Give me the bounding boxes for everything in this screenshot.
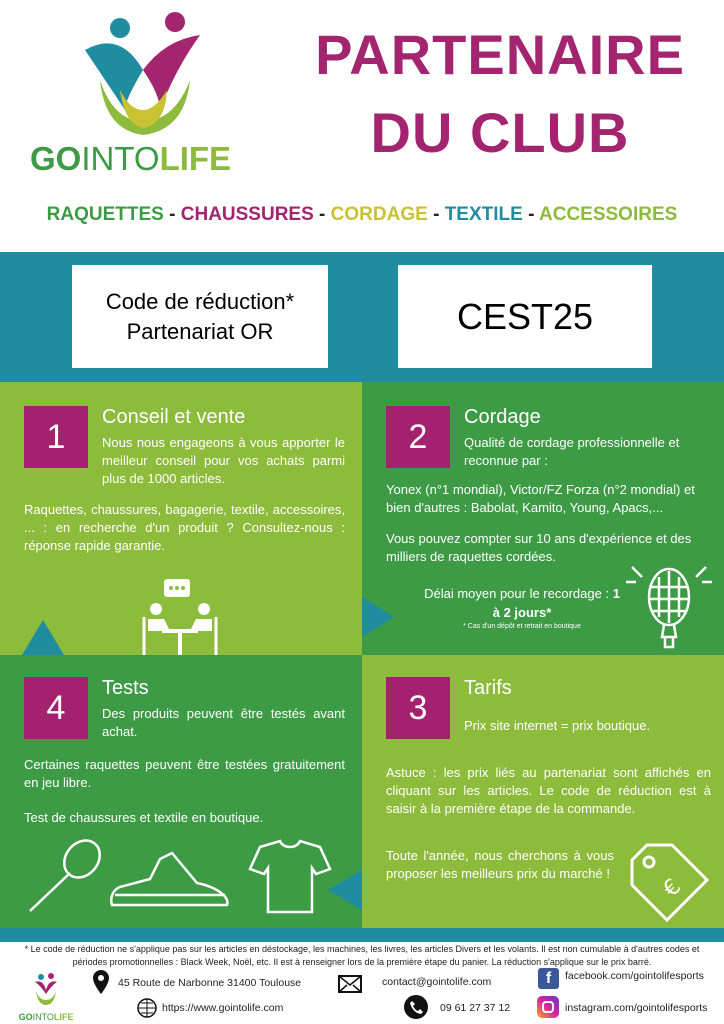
title-line1: PARTENAIRE — [315, 23, 685, 86]
section-3 — [362, 655, 724, 928]
category-separator: - — [427, 204, 445, 225]
conversation-icon — [140, 577, 220, 655]
section-title: Cordage — [464, 406, 541, 428]
category-separator: - — [313, 204, 331, 225]
products-icons — [20, 837, 340, 917]
category-separator: - — [522, 204, 539, 225]
delay-value: 1 à 2 jours* — [492, 586, 620, 620]
logo-text: GOINTOLIFE — [30, 140, 232, 177]
section-number: 1 — [24, 406, 88, 468]
footnote: * Le code de réduction ne s'applique pas sur les articles en déstockage, les machines, les livres, les articles Divers et les volants. Il est non cumulable à d'autres codes et périodes promotionnelles : Black Week, Noël, etc. Il est à renseigner lors de la première étape du panier. La réduction s'applique sur le prix barré. — [24, 944, 700, 967]
footer-logo: GOINTOLIFE — [16, 973, 76, 1022]
category-item: RAQUETTES — [46, 204, 164, 225]
section-intro: Prix site internet = prix boutique. — [464, 718, 651, 733]
section-text: Vous pouvez compter sur 10 ans d'expérience et des milliers de raquettes cordées. — [386, 531, 692, 564]
logo-figures-icon — [29, 973, 63, 1007]
code-value-box[interactable] — [398, 265, 652, 368]
delay-note: * Cas d'un dépôt et retrait en boutique — [463, 623, 581, 630]
section-number: 3 — [386, 677, 450, 739]
phone-number[interactable]: 09 61 27 37 12 — [440, 1002, 511, 1014]
category-item: ACCESSOIRES — [539, 204, 678, 225]
phone-icon — [404, 995, 428, 1019]
globe-icon — [137, 998, 157, 1018]
triangle-decoration-icon — [328, 870, 362, 910]
category-item: CHAUSSURES — [180, 204, 314, 225]
section-number: 2 — [386, 406, 450, 468]
delay-label: Délai moyen pour le recordage : — [424, 586, 613, 601]
instagram-icon — [537, 996, 559, 1018]
section-2 — [362, 382, 724, 655]
section-4 — [0, 655, 362, 928]
section-number: 4 — [24, 677, 88, 739]
instagram-link[interactable]: instagram.com/gointolifesports — [565, 1002, 708, 1014]
code-tier: Partenariat OR — [126, 318, 274, 344]
category-item: TEXTILE — [444, 204, 523, 225]
price-tag-icon — [627, 840, 712, 925]
delay-info — [422, 584, 622, 632]
racket-icon — [622, 557, 717, 655]
footer-band — [0, 928, 724, 942]
section-text: Astuce : les prix liés au partenariat sont affichés en cliquant sur les articles. Le code de réduction est à saisir à la première étape de la commande. — [386, 765, 711, 816]
svg-text:€: € — [658, 874, 687, 903]
section-title: Conseil et vente — [102, 406, 246, 428]
category-separator: - — [163, 204, 181, 225]
section-intro: Qualité de cordage professionnelle et reconnue par : — [464, 435, 680, 468]
category-item: CORDAGE — [330, 204, 428, 225]
section-intro: Nous nous engageons à vous apporter le meilleur conseil pour vos achats parmi plus de 1000 articles. — [102, 435, 345, 486]
code-label-box — [72, 265, 328, 368]
section-text: Raquettes, chaussures, bagagerie, textile, accessoires, ... : en recherche d'un produit ? Consultez-nous : réponse rapide garantie. — [24, 502, 345, 553]
title-line2: DU CLUB — [370, 101, 630, 164]
email-icon — [338, 975, 362, 993]
triangle-decoration-icon — [22, 620, 64, 655]
location-pin-icon — [93, 970, 109, 994]
logo-figures-icon — [25, 10, 260, 150]
section-text: Certaines raquettes peuvent être testées gratuitement en jeu libre. — [24, 757, 345, 790]
triangle-decoration-icon — [362, 597, 394, 637]
section-intro: Des produits peuvent être testés avant achat. — [102, 706, 345, 739]
section-1 — [0, 382, 362, 655]
category-list — [0, 204, 724, 226]
facebook-link[interactable]: facebook.com/gointolifesports — [565, 970, 704, 982]
website-link[interactable]: https://www.gointolife.com — [162, 1002, 284, 1014]
logo — [25, 10, 260, 180]
section-title: Tests — [102, 677, 149, 699]
discount-code[interactable]: CEST25 — [456, 295, 594, 337]
shoe-icon — [111, 853, 227, 905]
email-link[interactable]: contact@gointolife.com — [382, 976, 492, 988]
facebook-icon: f — [538, 968, 559, 989]
section-text: Test de chaussures et textile en boutique. — [24, 810, 264, 825]
section-text: Toute l'année, nous cherchons à vous proposer les meilleurs prix du marché ! — [386, 848, 614, 881]
code-label: Code de réduction* — [105, 288, 295, 314]
address: 45 Route de Narbonne 31400 Toulouse — [118, 977, 302, 989]
badminton-racket-icon — [30, 837, 107, 911]
tshirt-icon — [250, 841, 330, 912]
section-title: Tarifs — [464, 677, 512, 699]
section-text: Yonex (n°1 mondial), Victor/FZ Forza (n°2 mondial) et bien d'autres : Babolat, Kamito, Young, Apacs,... — [386, 482, 695, 515]
